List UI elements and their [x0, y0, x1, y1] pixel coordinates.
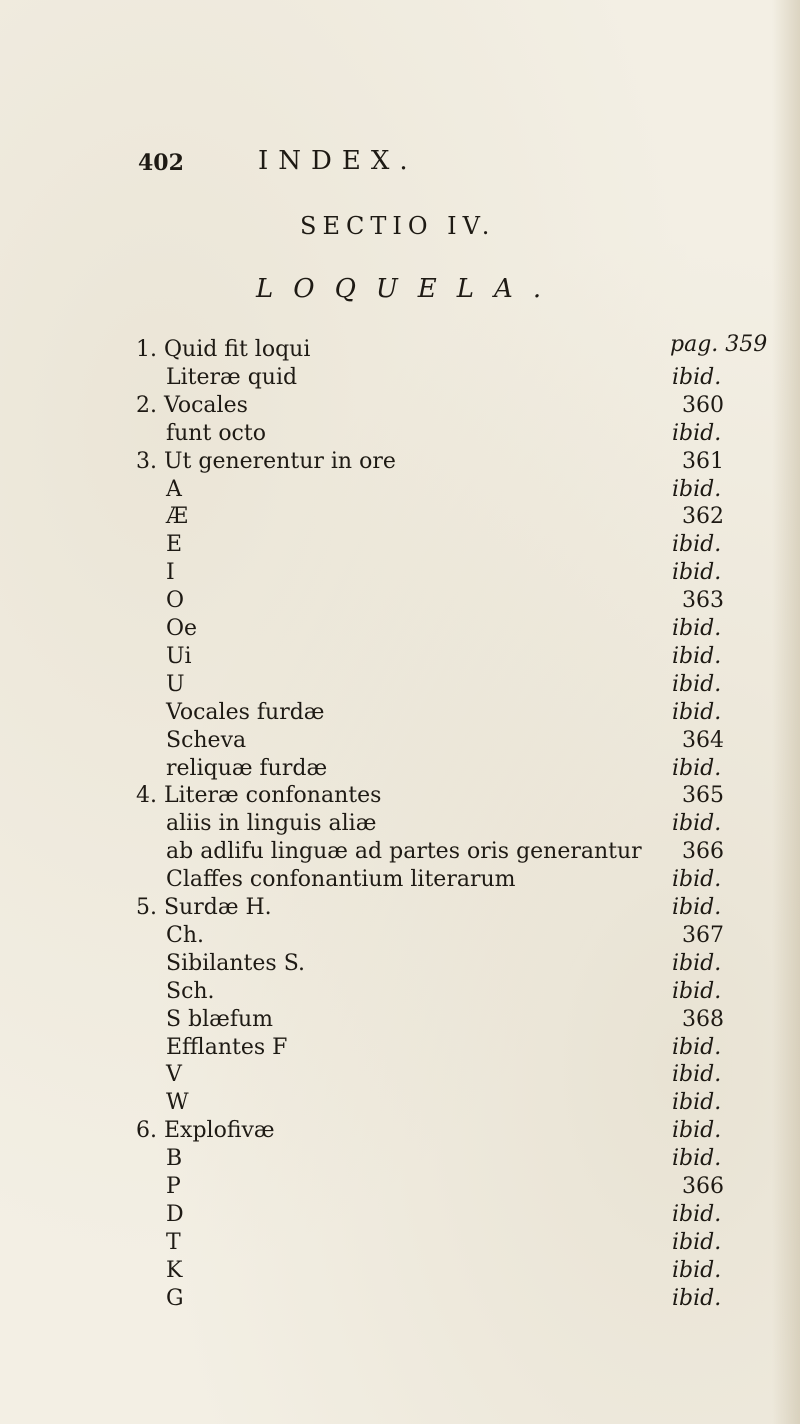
index-entry-label: 5. Surdæ H. [136, 895, 272, 920]
index-entry-label: 1. Quid fit loqui [136, 337, 311, 362]
index-entry-page-ref: ibid. [672, 1285, 722, 1311]
page-number: 402 [138, 150, 184, 176]
index-entry-page-ref: ibid. [672, 671, 722, 697]
index-entry-label: Sibilantes S. [166, 950, 305, 976]
index-entry-label: Ch. [166, 922, 204, 948]
index-entry-page-ref: ibid. [672, 1090, 722, 1116]
index-entry-label: U [166, 671, 185, 697]
index-entry-page-ref: ibid. [672, 1257, 722, 1283]
index-entry-label: Vocales furdæ [166, 699, 325, 725]
index-entry-label: E [166, 532, 183, 558]
index-entry-label: Scheva [166, 727, 247, 753]
index-entry-page-ref: 364 [682, 727, 724, 753]
section-heading: SECTIO IV. [300, 212, 496, 240]
index-entry-label: 6. Explofivæ [136, 1118, 275, 1144]
index-entry-label: G [166, 1285, 184, 1311]
running-title: INDEX. [258, 146, 418, 176]
index-entry-label: 3. Ut generentur in ore [136, 448, 396, 474]
index-entry-label: Sch. [166, 978, 215, 1004]
index-entry-label: aliis in linguis aliæ [166, 811, 377, 837]
index-entry-page-ref: 367 [682, 922, 724, 948]
index-entry-page-ref: ibid. [672, 1118, 722, 1144]
index-entry-page-ref: ibid. [672, 560, 722, 586]
index-entry-label: 4. Literæ confonantes [136, 783, 382, 809]
index-entry-page-ref: 365 [682, 783, 724, 809]
index-entry-page-ref: 368 [682, 1006, 724, 1032]
index-entry-page-ref: ibid. [672, 420, 722, 446]
index-entry-page-ref: ibid. [672, 1229, 722, 1255]
index-entry-page-ref: ibid. [672, 364, 722, 390]
index-entry-page-ref: 362 [682, 504, 724, 530]
index-entry-page-ref: ibid. [672, 978, 722, 1004]
index-entry-label: Oe [166, 616, 198, 641]
index-entry-label: ab adlifu linguæ ad partes oris generantur [166, 839, 642, 865]
index-entry-page-ref: ibid. [672, 950, 722, 976]
index-entry-label: T [166, 1229, 181, 1255]
section-subtitle: LOQUELA. [256, 274, 562, 304]
index-entry-label: B [166, 1146, 183, 1172]
index-entry-label: D [166, 1201, 184, 1227]
index-entry-label: Ui [166, 643, 192, 669]
index-entry-page-ref: ibid. [672, 811, 722, 837]
index-entry-page-ref: ibid. [672, 532, 722, 558]
index-entry-page-ref: 366 [682, 839, 724, 865]
index-entry-label: A [166, 476, 182, 502]
index-entry-page-ref: ibid. [672, 643, 722, 669]
index-entry-label: K [166, 1257, 183, 1283]
index-entry-label: I [166, 560, 175, 586]
index-entry-page-ref: ibid. [672, 616, 722, 641]
index-entry-label: Literæ quid [166, 364, 298, 390]
index-entry-page-ref: ibid. [672, 867, 722, 893]
index-entry-label: reliquæ furdæ [166, 755, 328, 781]
index-entry-label: O [166, 588, 185, 614]
index-entry-page-ref: ibid. [672, 1146, 722, 1172]
index-entry-page-ref: 361 [682, 448, 724, 474]
index-entry-page-ref: ibid. [672, 895, 722, 920]
index-entry-label: S blæfum [166, 1006, 274, 1032]
index-entry-label: 2. Vocales [136, 392, 248, 418]
index-entry-page-ref: ibid. [672, 1062, 722, 1088]
index-entry-page-ref: ibid. [672, 699, 722, 725]
index-entry-label: W [166, 1090, 189, 1116]
index-entry-label: Æ [166, 504, 189, 530]
index-entry-label: funt octo [166, 420, 266, 446]
index-entry-label: Claffes confonantium literarum [166, 867, 516, 893]
index-entry-page-ref: ibid. [672, 1201, 722, 1227]
index-entry-page-ref: 360 [682, 392, 724, 418]
index-entry-label: V [166, 1062, 182, 1088]
index-entry-page-ref: ibid. [672, 1034, 722, 1060]
index-entry-label: Efflantes F [166, 1034, 288, 1060]
index-entry-page-ref: ibid. [672, 755, 722, 781]
index-entry-page-ref: 363 [682, 588, 724, 614]
page-reference-header: pag. 359 [670, 332, 768, 357]
index-entry-label: P [166, 1174, 181, 1199]
index-entry-page-ref: 366 [682, 1174, 724, 1199]
index-entry-page-ref: ibid. [672, 476, 722, 502]
